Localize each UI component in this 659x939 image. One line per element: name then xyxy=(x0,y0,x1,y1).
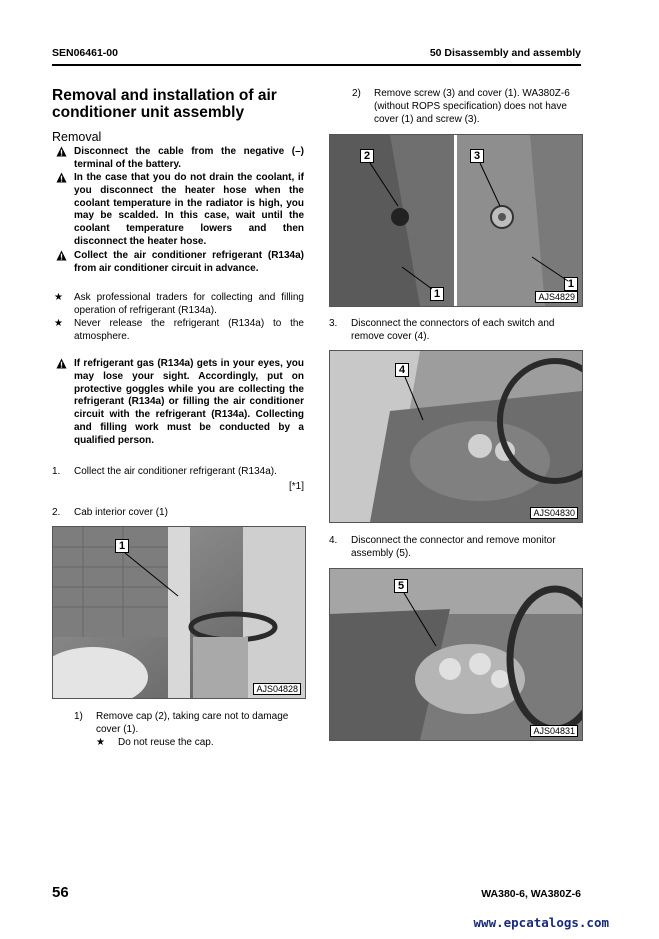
note-text: Ask professional traders for collecting and filling operation of refrigerant (R134a). xyxy=(74,292,304,316)
leader-line xyxy=(123,551,183,601)
step-text: Collect the air conditioner refrigerant (R134a). xyxy=(74,466,277,477)
figure-cab-interior xyxy=(52,526,306,699)
note-cap xyxy=(96,737,304,750)
step-number: 4. xyxy=(329,535,338,546)
switch-cover-photo xyxy=(330,351,582,522)
figure-code: AJS04831 xyxy=(530,725,578,737)
page-title: Removal and installation of air conditioner unit assembly xyxy=(52,87,277,121)
figure-monitor-assembly xyxy=(329,568,583,741)
watermark-link[interactable]: www.epcatalogs.com xyxy=(473,915,609,930)
step-2 xyxy=(52,507,304,520)
callout-1: 1 xyxy=(564,277,578,291)
step-2-1 xyxy=(74,711,304,737)
note-text: Do not reuse the cap. xyxy=(118,737,214,748)
note-text: Never release the refrigerant (R134a) to the atmosphere. xyxy=(74,318,304,342)
leader-line xyxy=(478,161,508,211)
subheading-removal: Removal xyxy=(52,130,102,144)
figure-switch-cover xyxy=(329,350,583,523)
step-number: 2) xyxy=(352,88,361,99)
warning-refrigerant xyxy=(56,250,304,276)
star-icon: ★ xyxy=(54,318,63,329)
callout-1: 1 xyxy=(430,287,444,301)
warning-battery xyxy=(56,146,304,172)
step-3 xyxy=(329,318,583,344)
figure-cover-screw xyxy=(329,134,583,307)
warning-text: In the case that you do not drain the coolant, if you disconnect the heater hose when the coolant temperature in the radiator is high, you may be scalded. In this case, wait until the coolant temperature lowers and then disconnect the heater hose. xyxy=(74,172,304,247)
warning-icon xyxy=(56,358,67,369)
figure-code: AJS04830 xyxy=(530,507,578,519)
step-number: 2. xyxy=(52,507,61,518)
step-text: Remove cap (2), taking care not to damage cover (1). xyxy=(96,711,289,735)
step-2-2 xyxy=(352,88,584,126)
header-rule xyxy=(52,64,581,66)
warning-text: If refrigerant gas (R134a) gets in your eyes, you may lose your sight. Accordingly, put on protective goggles while you are collecting the refrigerant (R134a) or filling the air conditioner circuit with the refrigerant (R134a). Collecting and filling work must be conducted by a qualified person. xyxy=(74,358,304,446)
leader-line xyxy=(368,161,408,211)
leader-line xyxy=(403,375,433,425)
note-release xyxy=(54,318,304,344)
step-4 xyxy=(329,535,583,561)
warning-icon xyxy=(56,146,67,157)
step-text: Cab interior cover (1) xyxy=(74,507,168,518)
step-text: Disconnect the connector and remove monitor assembly (5). xyxy=(351,535,556,559)
figure-code: AJS04828 xyxy=(253,683,301,695)
callout-4: 4 xyxy=(395,363,409,377)
leader-line xyxy=(530,255,572,285)
doc-code: SEN06461-00 xyxy=(52,47,118,59)
warning-text: Disconnect the cable from the negative (–) terminal of the battery. xyxy=(74,146,304,170)
step-1-ref: [*1] xyxy=(288,481,304,492)
leader-line xyxy=(402,591,442,651)
leader-line xyxy=(400,265,440,295)
figure-code: AJS4829 xyxy=(535,291,578,303)
note-traders xyxy=(54,292,304,318)
step-text: Disconnect the connectors of each switch and remove cover (4). xyxy=(351,318,555,342)
monitor-assembly-photo xyxy=(330,569,582,740)
step-number: 3. xyxy=(329,318,338,329)
warning-icon xyxy=(56,250,67,261)
page-number: 56 xyxy=(52,884,69,901)
callout-5: 5 xyxy=(394,579,408,593)
step-number: 1) xyxy=(74,711,83,722)
step-text: Remove screw (3) and cover (1). WA380Z-6 (without ROPS specification) does not have cover (1) and screw (3). xyxy=(374,88,570,125)
star-icon: ★ xyxy=(96,737,105,748)
section-name: 50 Disassembly and assembly xyxy=(429,47,581,59)
warning-coolant xyxy=(56,172,304,249)
step-1 xyxy=(52,466,304,479)
warning-text: Collect the air conditioner refrigerant (R134a) from air conditioner circuit in advance. xyxy=(74,250,304,274)
callout-2: 2 xyxy=(360,149,374,163)
step-number: 1. xyxy=(52,466,61,477)
callout-1: 1 xyxy=(115,539,129,553)
warning-eyes xyxy=(56,358,304,448)
star-icon: ★ xyxy=(54,292,63,303)
warning-icon xyxy=(56,172,67,183)
callout-3: 3 xyxy=(470,149,484,163)
model-names: WA380-6, WA380Z-6 xyxy=(481,888,581,900)
